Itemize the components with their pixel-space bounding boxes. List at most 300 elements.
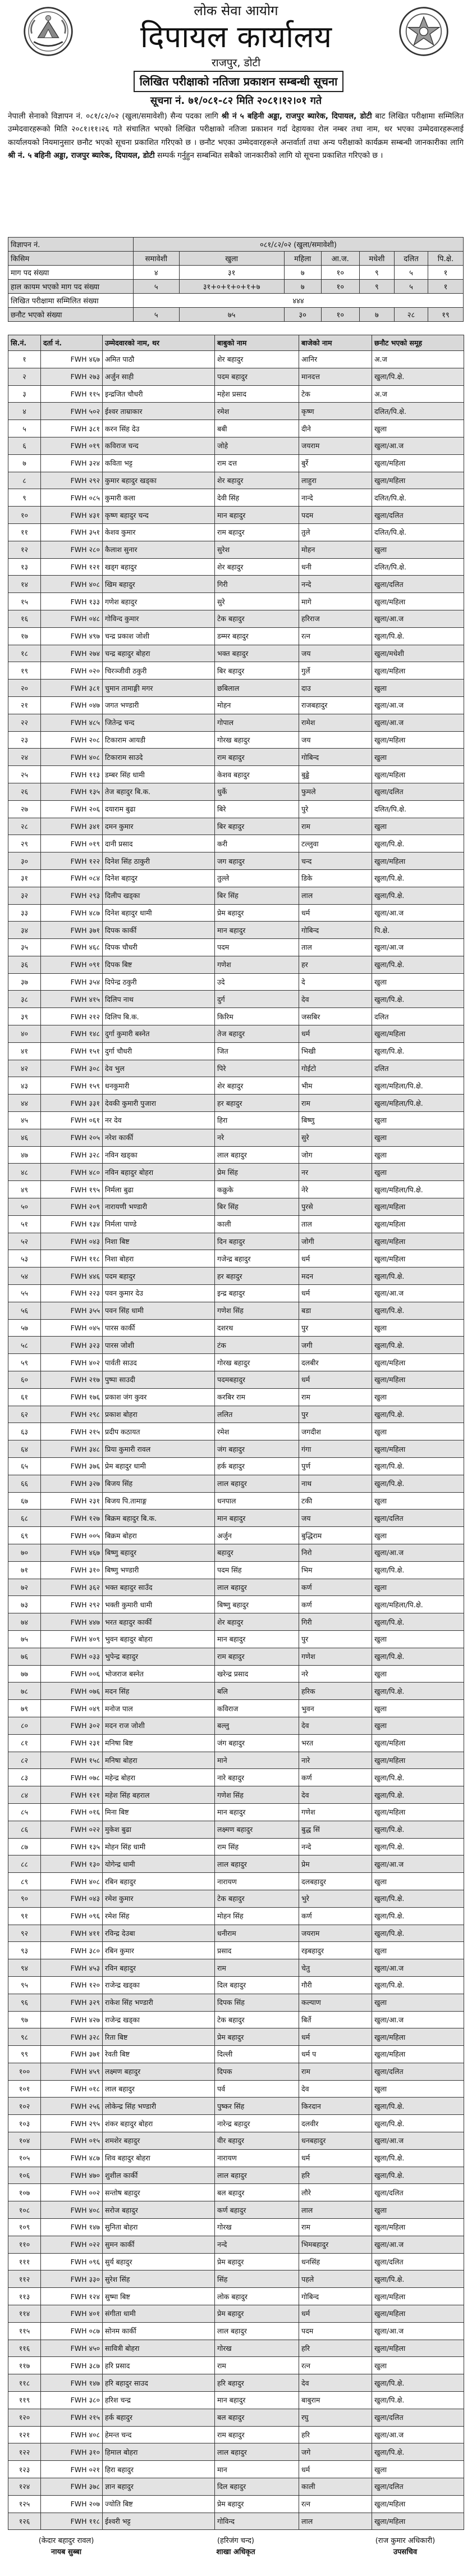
serial-cell: ३५ bbox=[8, 939, 41, 956]
grandfather-name-cell: गिरी bbox=[299, 1613, 372, 1631]
candidate-name-cell: चुमान तामाङ्गी मगर bbox=[103, 680, 215, 697]
selected-group-cell: खुला bbox=[372, 1630, 464, 1648]
roll-number-cell: FWH ०४३ bbox=[41, 1890, 103, 1907]
roll-number-cell: FWH २७४ bbox=[41, 645, 103, 662]
table-row bbox=[8, 1268, 464, 1285]
serial-cell: ११४ bbox=[8, 2305, 41, 2323]
father-name-cell: बबी bbox=[215, 420, 299, 437]
roll-number-cell: FWH ४०८ bbox=[41, 1873, 103, 1890]
table-row bbox=[8, 403, 464, 420]
serial-cell: १२५ bbox=[8, 2495, 41, 2513]
serial-cell: ९० bbox=[8, 1890, 41, 1907]
roll-number-cell: FWH १२७ bbox=[41, 1510, 103, 1527]
candidate-name-cell: दिनेश बहादुर bbox=[103, 869, 215, 887]
father-name-cell: प्रेम सिंह bbox=[215, 1164, 299, 1181]
candidate-name-cell: दिलिप नाथ bbox=[103, 991, 215, 1008]
grandfather-name-cell: निरो bbox=[299, 1544, 372, 1561]
roll-number-cell: FWH ४६७ bbox=[41, 351, 103, 368]
col-header-serial: सि.नं. bbox=[8, 335, 41, 351]
table-row bbox=[8, 437, 464, 454]
grandfather-name-cell: भुवन bbox=[299, 1700, 372, 1717]
grandfather-name-cell: धर्म bbox=[299, 2028, 372, 2046]
serial-cell: ७६ bbox=[8, 1648, 41, 1665]
roll-number-cell: FWH ३०२ bbox=[41, 1717, 103, 1734]
candidate-name-cell: गोविन्द कुमार bbox=[103, 610, 215, 627]
results-body bbox=[8, 351, 464, 2530]
table-row bbox=[8, 869, 464, 887]
summary-cell: ७ bbox=[359, 308, 394, 322]
candidate-name-cell: हिमाल बोहरा bbox=[103, 2443, 215, 2461]
father-name-cell: राम बहादुर bbox=[215, 523, 299, 541]
table-row bbox=[8, 1994, 464, 2011]
roll-number-cell: FWH ३७१ bbox=[41, 922, 103, 939]
table-row bbox=[8, 1406, 464, 1423]
candidate-name-cell: देव भुल bbox=[103, 1060, 215, 1077]
serial-cell: ५५ bbox=[8, 1285, 41, 1302]
serial-cell: २२ bbox=[8, 714, 41, 731]
father-name-cell: लाल बहादुर bbox=[215, 1855, 299, 1873]
grandfather-name-cell: टेक bbox=[299, 385, 372, 403]
candidate-name-cell: दिपेन्द्र ठकुरी bbox=[103, 973, 215, 991]
serial-cell: ८५ bbox=[8, 1803, 41, 1821]
table-row bbox=[8, 1475, 464, 1492]
selected-group-cell: खुला/पि.क्षे. bbox=[372, 368, 464, 385]
candidate-name-cell: मदन राज जोशी bbox=[103, 1717, 215, 1734]
selected-group-cell: खुला/पि.क्षे. bbox=[372, 2270, 464, 2288]
grandfather-name-cell: रत्न bbox=[299, 2495, 372, 2513]
candidate-name-cell: नारायणी भण्डारी bbox=[103, 1198, 215, 1216]
candidate-name-cell: दानी प्रसाद bbox=[103, 835, 215, 852]
grandfather-name-cell: ताल bbox=[299, 1215, 372, 1233]
grandfather-name-cell: सुरे bbox=[299, 1129, 372, 1146]
selected-group-cell: खुला bbox=[372, 1527, 464, 1544]
serial-cell: ११७ bbox=[8, 2357, 41, 2374]
grandfather-name-cell: भिम bbox=[299, 1561, 372, 1579]
table-row bbox=[8, 576, 464, 593]
summary-row bbox=[8, 308, 464, 322]
selected-group-cell: खुला/आ.ज bbox=[372, 696, 464, 714]
serial-cell: १३ bbox=[8, 558, 41, 576]
roll-number-cell: FWH ४४६ bbox=[41, 1268, 103, 1285]
grandfather-name-cell: हरिक bbox=[299, 1683, 372, 1700]
selected-group-cell: खुला/आ.ज bbox=[372, 1959, 464, 1977]
roll-number-cell: FWH ०४९ bbox=[41, 1700, 103, 1717]
serial-cell: ११२ bbox=[8, 2270, 41, 2288]
father-name-cell: गजेन्द्र बहादुर bbox=[215, 1250, 299, 1268]
table-row bbox=[8, 1008, 464, 1025]
selected-group-cell: खुला bbox=[372, 420, 464, 437]
father-name-cell: बिर सिंह bbox=[215, 887, 299, 904]
grandfather-name-cell: भरत bbox=[299, 1734, 372, 1752]
roll-number-cell: FWH ४८७ bbox=[41, 2149, 103, 2167]
table-row bbox=[8, 1769, 464, 1786]
candidate-name-cell: राजेन्द्र खड्का bbox=[103, 1976, 215, 1994]
candidate-name-cell: मनिषा बिष्ट bbox=[103, 1734, 215, 1752]
candidate-name-cell: शंकर बहादुर बोहरा bbox=[103, 2115, 215, 2132]
serial-cell: ३३ bbox=[8, 904, 41, 922]
grandfather-name-cell: चन्द bbox=[299, 852, 372, 870]
father-name-cell: गणेश सिंह bbox=[215, 1786, 299, 1804]
serial-cell: ३४ bbox=[8, 922, 41, 939]
serial-cell: १० bbox=[8, 507, 41, 524]
grandfather-name-cell: ताल bbox=[299, 939, 372, 956]
roll-number-cell: FWH ०७६ bbox=[41, 1683, 103, 1700]
grandfather-name-cell: हरिराज bbox=[299, 610, 372, 627]
candidate-name-cell: रविन्द्र देउबा bbox=[103, 1925, 215, 1942]
roll-number-cell: FWH ४६७ bbox=[41, 1544, 103, 1561]
candidate-name-cell: मोहन सिंह धामी bbox=[103, 1838, 215, 1855]
table-row bbox=[8, 2443, 464, 2461]
signatory-role: शाखा अधिकृत bbox=[216, 2548, 255, 2556]
roll-number-cell: FWH ४०२ bbox=[41, 1354, 103, 1371]
serial-cell: २० bbox=[8, 680, 41, 697]
table-row bbox=[8, 2270, 464, 2288]
candidate-name-cell: करन सिंह देउ bbox=[103, 420, 215, 437]
selected-group-cell: खुला/पि.क्षे. bbox=[372, 2115, 464, 2132]
table-row bbox=[8, 1129, 464, 1146]
roll-number-cell: FWH १५१ bbox=[41, 1042, 103, 1060]
selected-group-cell: खुला/महिला bbox=[372, 1025, 464, 1043]
father-name-cell: प्रेम बहादुर bbox=[215, 2495, 299, 2513]
signatory bbox=[4, 2535, 128, 2556]
selected-candidates-table bbox=[8, 335, 464, 2530]
table-row bbox=[8, 783, 464, 800]
selected-group-cell: खुला/महिला bbox=[372, 472, 464, 489]
selected-group-cell: खुला/महिला bbox=[372, 2028, 464, 2046]
selected-group-cell: खुला bbox=[372, 1492, 464, 1510]
candidate-name-cell: धनकुमारी bbox=[103, 1077, 215, 1095]
roll-number-cell: FWH १२० bbox=[41, 1976, 103, 1994]
serial-cell: ६५ bbox=[8, 1458, 41, 1475]
table-row bbox=[8, 1198, 464, 1216]
serial-cell: १२२ bbox=[8, 2443, 41, 2461]
table-row bbox=[8, 696, 464, 714]
roll-number-cell: FWH ४५० bbox=[41, 2340, 103, 2357]
summary-cell: ७ bbox=[284, 280, 321, 294]
summary-column-header: महिला bbox=[284, 252, 321, 266]
father-name-cell: नरे bbox=[215, 1129, 299, 1146]
roll-number-cell: FWH ४८७ bbox=[41, 904, 103, 922]
table-row bbox=[8, 1700, 464, 1717]
table-row bbox=[8, 2149, 464, 2167]
signatory-name: (राज कुमार अधिकारी) bbox=[375, 2537, 436, 2545]
selected-group-cell: खुला/दलित bbox=[372, 576, 464, 593]
table-row bbox=[8, 1925, 464, 1942]
candidate-name-cell: पारस कार्की bbox=[103, 1319, 215, 1337]
table-row bbox=[8, 1890, 464, 1907]
grandfather-name-cell: डिके bbox=[299, 869, 372, 887]
father-name-cell: अर्जुन bbox=[215, 1527, 299, 1544]
notice-body-part: नेपाली सेनाको विज्ञापन नं. ०८१/८२/०२ (खुला/समावेशी) सैन्य पदका लागि bbox=[8, 112, 222, 121]
father-name-cell: नारायण bbox=[215, 2149, 299, 2167]
father-name-cell: मान बहादुर bbox=[215, 1803, 299, 1821]
roll-number-cell: FWH ५०२ bbox=[41, 403, 103, 420]
serial-cell: ४१ bbox=[8, 1042, 41, 1060]
selected-group-cell: खुला/पि.क्षे. bbox=[372, 1890, 464, 1907]
selected-group-cell: खुला/पि.क्षे. bbox=[372, 1838, 464, 1855]
table-row bbox=[8, 680, 464, 697]
candidate-name-cell: सुरेश सिंह bbox=[103, 2270, 215, 2288]
col-header-father: बाबुको नाम bbox=[215, 335, 299, 351]
grandfather-name-cell: लाहुरा bbox=[299, 472, 372, 489]
grandfather-name-cell: धर्म bbox=[299, 1371, 372, 1389]
father-name-cell: राम बहादुर bbox=[215, 1648, 299, 1665]
table-row bbox=[8, 1873, 464, 1890]
summary-row bbox=[8, 266, 464, 280]
father-name-cell: रमेश bbox=[215, 403, 299, 420]
table-row bbox=[8, 2288, 464, 2305]
summary-cell: ४ bbox=[134, 266, 180, 280]
grandfather-name-cell: गंगा bbox=[299, 1440, 372, 1458]
candidate-name-cell: हरि प्रसाद bbox=[103, 2357, 215, 2374]
selected-group-cell: खुला/पि.क्षे. bbox=[372, 2392, 464, 2409]
serial-cell: ५७ bbox=[8, 1319, 41, 1337]
table-row bbox=[8, 2513, 464, 2530]
father-name-cell: मान बहादुर bbox=[215, 507, 299, 524]
roll-number-cell: FWH ०२२ bbox=[41, 2236, 103, 2253]
father-name-cell: लोक बहादुर bbox=[215, 2288, 299, 2305]
serial-cell: १२ bbox=[8, 541, 41, 558]
selected-group-cell: खुला/पि.क्षे. bbox=[372, 1907, 464, 1925]
candidate-name-cell: टिकाराम आयडी bbox=[103, 731, 215, 749]
father-name-cell: मोहन सिंह bbox=[215, 1907, 299, 1925]
table-row bbox=[8, 1458, 464, 1475]
selected-group-cell: खुला bbox=[372, 1388, 464, 1406]
father-name-cell: मान बहादुर bbox=[215, 2392, 299, 2409]
selected-group-cell: खुला/आ.ज bbox=[372, 714, 464, 731]
grandfather-name-cell: आनिर bbox=[299, 351, 372, 368]
table-row bbox=[8, 351, 464, 368]
table-row bbox=[8, 1648, 464, 1665]
serial-cell: ६० bbox=[8, 1371, 41, 1389]
grandfather-name-cell: रत्न bbox=[299, 627, 372, 645]
table-row bbox=[8, 1371, 464, 1389]
selected-group-cell: खुला bbox=[372, 1994, 464, 2011]
serial-cell: ३८ bbox=[8, 991, 41, 1008]
selected-group-cell: खुला/महिला bbox=[372, 2305, 464, 2323]
selected-group-cell: खुला bbox=[372, 1112, 464, 1129]
grandfather-name-cell: बिष्णु bbox=[299, 1112, 372, 1129]
table-row bbox=[8, 2046, 464, 2063]
grandfather-name-cell: बुद्धिराम bbox=[299, 1527, 372, 1544]
selected-group-cell: खुला/महिला bbox=[372, 1440, 464, 1458]
selected-group-cell: खुला bbox=[372, 1700, 464, 1717]
candidate-name-cell: पवन कुमार देउ bbox=[103, 1285, 215, 1302]
candidate-name-cell: डम्बर सिंह धामी bbox=[103, 766, 215, 783]
roll-number-cell: FWH ०८७ bbox=[41, 2322, 103, 2340]
roll-number-cell: FWH ०४८ bbox=[41, 610, 103, 627]
grandfather-name-cell: नन्दे bbox=[299, 1838, 372, 1855]
roll-number-cell: FWH ०६१ bbox=[41, 1112, 103, 1129]
table-row bbox=[8, 2340, 464, 2357]
signature-block bbox=[0, 2533, 472, 2572]
grandfather-name-cell: देव bbox=[299, 991, 372, 1008]
table-row bbox=[8, 2201, 464, 2219]
father-name-cell: रमेश bbox=[215, 1423, 299, 1440]
grandfather-name-cell: गुर्ले bbox=[299, 662, 372, 680]
grandfather-name-cell: मदन bbox=[299, 1268, 372, 1285]
roll-number-cell: FWH २०७ bbox=[41, 2495, 103, 2513]
roll-number-cell: FWH २७३ bbox=[41, 368, 103, 385]
grandfather-name-cell: देव bbox=[299, 1717, 372, 1734]
selected-group-cell: खुला/महिला bbox=[372, 454, 464, 472]
candidate-name-cell: चन्द्र प्रकाश जोशी bbox=[103, 627, 215, 645]
table-row bbox=[8, 1440, 464, 1458]
selected-group-cell: खुला/पि.क्षे. bbox=[372, 1475, 464, 1492]
serial-cell: ५२ bbox=[8, 1233, 41, 1250]
candidate-name-cell: बिक्रम बोहरा bbox=[103, 1527, 215, 1544]
roll-number-cell: FWH ३४८ bbox=[41, 1440, 103, 1458]
summary-cell: ५ bbox=[395, 280, 428, 294]
serial-cell: ६२ bbox=[8, 1406, 41, 1423]
table-row bbox=[8, 1233, 464, 1250]
father-name-cell: तुल्ले bbox=[215, 869, 299, 887]
grandfather-name-cell: धनबहादुर bbox=[299, 2132, 372, 2150]
serial-cell: ९९ bbox=[8, 2046, 41, 2063]
candidate-name-cell: सोनम कार्की bbox=[103, 2322, 215, 2340]
father-name-cell: भक्त बहादुर bbox=[215, 645, 299, 662]
father-name-cell: जग बहादुर bbox=[215, 852, 299, 870]
grandfather-name-cell: गोबिन्द bbox=[299, 2288, 372, 2305]
selected-group-cell: खुला/आ.ज bbox=[372, 2426, 464, 2443]
summary-column-header: मधेशी bbox=[359, 252, 394, 266]
roll-number-cell: FWH ०१५ bbox=[41, 2132, 103, 2150]
father-name-cell: बिर सिंह bbox=[215, 1198, 299, 1216]
father-name-cell: राम बहादुर bbox=[215, 749, 299, 766]
selected-group-cell: खुला bbox=[372, 2080, 464, 2098]
father-name-cell: शेर बहादुर bbox=[215, 558, 299, 576]
serial-cell: ९३ bbox=[8, 1942, 41, 1959]
grandfather-name-cell: देव bbox=[299, 1786, 372, 1804]
roll-number-cell: FWH ०९६ bbox=[41, 2253, 103, 2270]
selected-group-cell: खुला/पि.क्षे. bbox=[372, 1458, 464, 1475]
serial-cell: १०७ bbox=[8, 2184, 41, 2201]
selected-group-cell: खुला/पि.क्षे. bbox=[372, 991, 464, 1008]
roll-number-cell: FWH ०७८ bbox=[41, 1769, 103, 1786]
father-name-cell: धुर्के bbox=[215, 783, 299, 800]
father-name-cell: शेर बहादुर bbox=[215, 1613, 299, 1631]
candidate-name-cell: दुर्गा कुमारी बस्नेत bbox=[103, 1025, 215, 1043]
candidate-name-cell: सन्तोष बहादुर bbox=[103, 2184, 215, 2201]
roll-number-cell: FWH १४७ bbox=[41, 2219, 103, 2236]
grandfather-name-cell: लाल bbox=[299, 2201, 372, 2219]
table-row bbox=[8, 2426, 464, 2443]
candidate-name-cell: प्रिया कुमारी रावल bbox=[103, 1440, 215, 1458]
roll-number-cell: FWH ३८१ bbox=[41, 420, 103, 437]
roll-number-cell: FWH १५९ bbox=[41, 1077, 103, 1095]
table-row bbox=[8, 1319, 464, 1337]
father-name-cell: लाल बहादुर bbox=[215, 1475, 299, 1492]
signatory-name: (केदार बहादुर रावल) bbox=[38, 2537, 94, 2545]
grandfather-name-cell: जय bbox=[299, 1510, 372, 1527]
table-row bbox=[8, 1613, 464, 1631]
serial-cell: ८९ bbox=[8, 1873, 41, 1890]
serial-cell: ८ bbox=[8, 472, 41, 489]
father-name-cell: जित bbox=[215, 1042, 299, 1060]
father-name-cell: केशव बहादुर bbox=[215, 766, 299, 783]
candidate-name-cell: गणेश बहादुर bbox=[103, 593, 215, 610]
grandfather-name-cell: फुमले bbox=[299, 783, 372, 800]
candidate-name-cell: दिपक बिष्ट bbox=[103, 956, 215, 973]
roll-number-cell: FWH ३५५ bbox=[41, 1302, 103, 1319]
table-row bbox=[8, 1250, 464, 1268]
father-name-cell: लाल बहादुर bbox=[215, 1146, 299, 1164]
serial-cell: २५ bbox=[8, 766, 41, 783]
father-name-cell: हरि बहादुर bbox=[215, 2374, 299, 2392]
candidate-name-cell: जितेन्द्र चन्द bbox=[103, 714, 215, 731]
candidate-name-cell: चिरञ्जीवी ठकुरी bbox=[103, 662, 215, 680]
roll-number-cell: FWH ३८० bbox=[41, 1942, 103, 1959]
grandfather-name-cell: धर्म bbox=[299, 2305, 372, 2323]
grandfather-name-cell: पुर bbox=[299, 1406, 372, 1423]
grandfather-name-cell: नान्दे bbox=[299, 489, 372, 507]
roll-number-cell: FWH ३७१ bbox=[41, 2046, 103, 2063]
table-row bbox=[8, 1354, 464, 1371]
selected-group-cell: दलित/पि.क्षे. bbox=[372, 558, 464, 576]
father-name-cell: इन्द्र बहादुर bbox=[215, 1285, 299, 1302]
table-row bbox=[8, 1683, 464, 1700]
candidate-name-cell: संगीता धामी bbox=[103, 2305, 215, 2323]
selected-group-cell: खुला/महिला/पि.क्षे. bbox=[372, 1077, 464, 1095]
roll-number-cell: FWH १४७ bbox=[41, 2374, 103, 2392]
roll-number-cell: FWH ०९६ bbox=[41, 1907, 103, 1925]
table-row bbox=[8, 2219, 464, 2236]
roll-number-cell: FWH ०४५ bbox=[41, 1319, 103, 1337]
table-row bbox=[8, 1388, 464, 1406]
grandfather-name-cell: नेरे bbox=[299, 1181, 372, 1198]
candidate-name-cell: महेश सिंह बहराल bbox=[103, 1786, 215, 1804]
candidate-name-cell: रमेश कुमार bbox=[103, 1890, 215, 1907]
col-header-roll: दर्ता नं. bbox=[41, 335, 103, 351]
table-row bbox=[8, 1665, 464, 1683]
grandfather-name-cell: गणेश bbox=[299, 1648, 372, 1665]
father-name-cell: गोरख बहादुर bbox=[215, 1354, 299, 1371]
father-name-cell: हर बहादुर bbox=[215, 1268, 299, 1285]
table-row bbox=[8, 2305, 464, 2323]
roll-number-cell: FWH ४२७ bbox=[41, 2011, 103, 2028]
candidate-name-cell: कृष्ण बहादुर चन्द bbox=[103, 507, 215, 524]
grandfather-name-cell: जयराम bbox=[299, 1925, 372, 1942]
father-name-cell: कविराज bbox=[215, 1700, 299, 1717]
selected-group-cell: खुला/महिला bbox=[372, 1752, 464, 1769]
candidate-name-cell: बिष्णु भण्डारी bbox=[103, 1561, 215, 1579]
table-row bbox=[8, 1215, 464, 1233]
roll-number-cell: FWH २२३ bbox=[41, 1285, 103, 1302]
grandfather-name-cell: कल्याण bbox=[299, 1994, 372, 2011]
organization-name: लोक सेवा आयोग bbox=[194, 3, 278, 19]
table-row bbox=[8, 991, 464, 1008]
roll-number-cell: FWH २८० bbox=[41, 541, 103, 558]
serial-cell: ९७ bbox=[8, 2011, 41, 2028]
grandfather-name-cell: जगी bbox=[299, 1337, 372, 1354]
candidate-name-cell: देवकी कुमारी पुजारा bbox=[103, 1095, 215, 1112]
summary-column-header: दलित bbox=[395, 252, 428, 266]
roll-number-cell: FWH ३०८ bbox=[41, 1060, 103, 1077]
serial-cell: १२६ bbox=[8, 2513, 41, 2530]
selected-group-cell: खुला/महिला/पि.क्षे. bbox=[372, 1596, 464, 1613]
serial-cell: ४७ bbox=[8, 1146, 41, 1164]
table-row bbox=[8, 1630, 464, 1648]
grandfather-name-cell: भुरे bbox=[299, 1890, 372, 1907]
roll-number-cell: FWH ४९७ bbox=[41, 627, 103, 645]
serial-cell: ४८ bbox=[8, 1164, 41, 1181]
serial-cell: २३ bbox=[8, 731, 41, 749]
selected-group-cell: खुला/महिला bbox=[372, 1233, 464, 1250]
candidate-name-cell: खड्ग बहादुर bbox=[103, 558, 215, 576]
summary-cell: ७५ bbox=[179, 308, 284, 322]
grandfather-name-cell: लाल bbox=[299, 2513, 372, 2530]
father-name-cell: धनपाल bbox=[215, 1492, 299, 1510]
